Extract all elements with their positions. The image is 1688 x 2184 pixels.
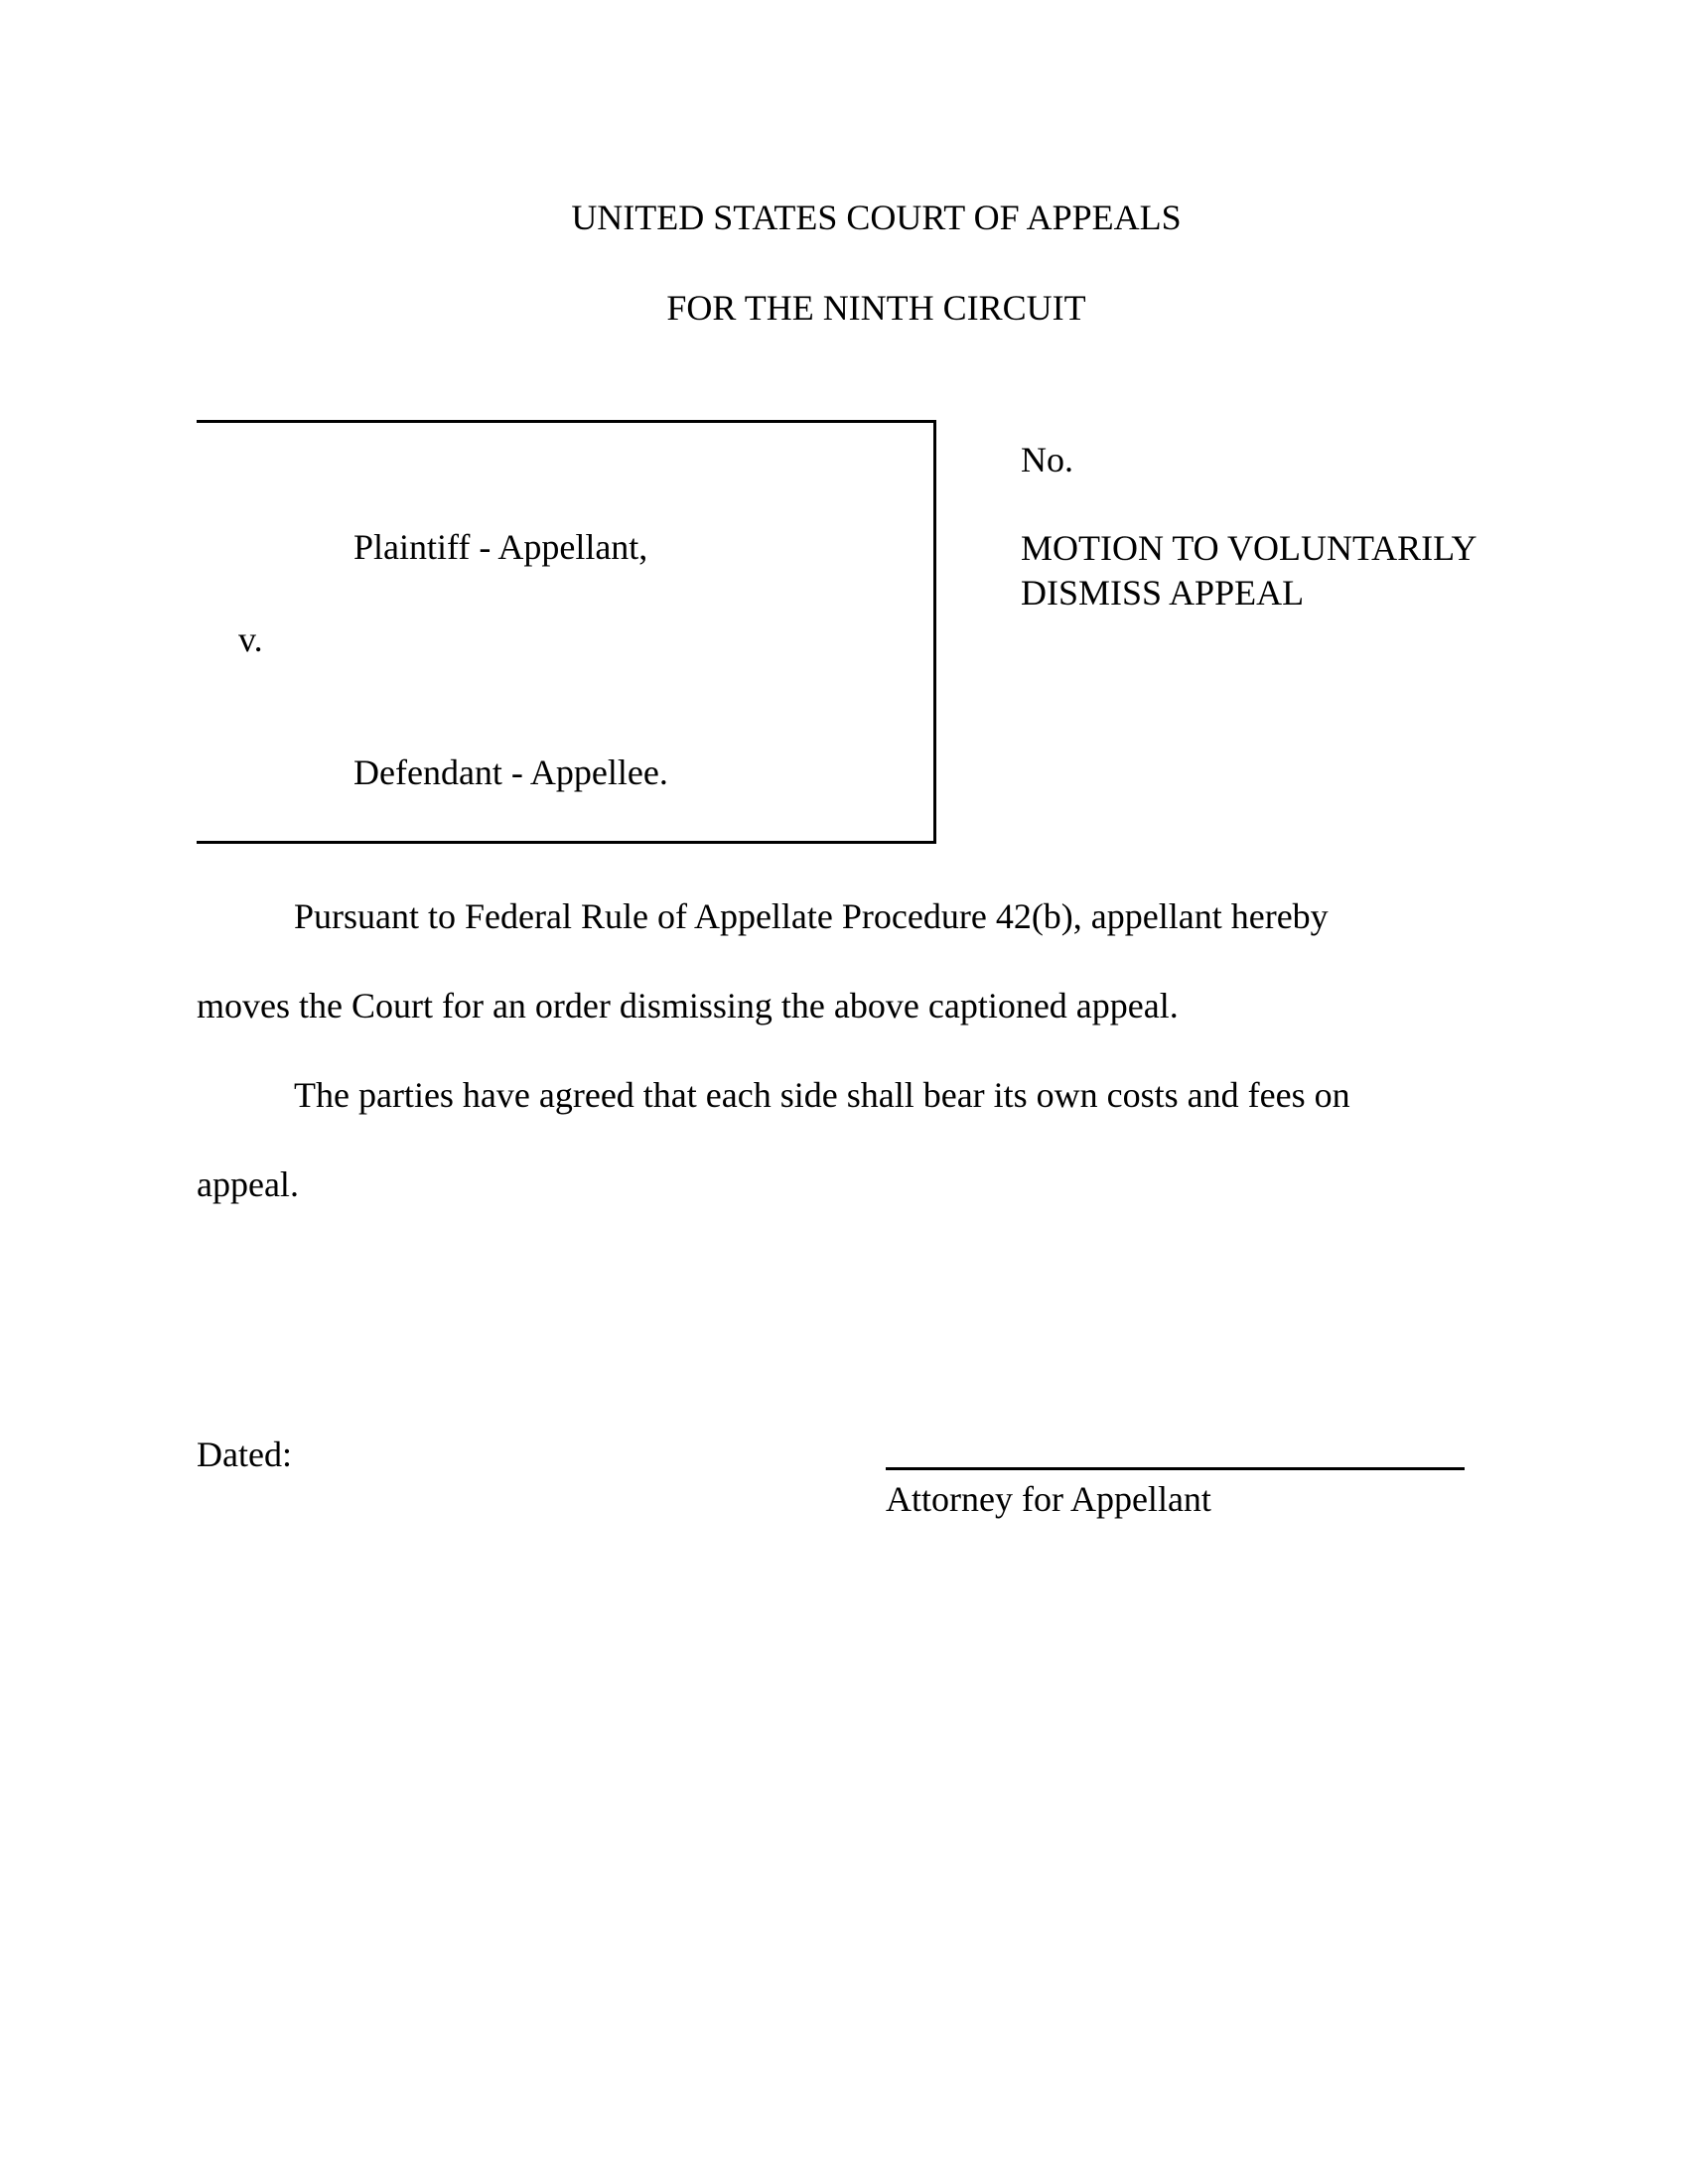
circuit-name: FOR THE NINTH CIRCUIT [666, 288, 1086, 328]
attorney-label: Attorney for Appellant [886, 1479, 1211, 1519]
court-name: UNITED STATES COURT OF APPEALS [571, 198, 1182, 237]
case-number-label: No. [1021, 440, 1073, 479]
motion-title-line2: DISMISS APPEAL [1021, 573, 1305, 613]
paragraph1-line2: moves the Court for an order dismissing the above captioned appeal. [197, 986, 1179, 1025]
dated-label: Dated: [197, 1434, 292, 1474]
signature-line [886, 1467, 1465, 1470]
defendant-label: Defendant - Appellee. [353, 752, 668, 792]
paragraph2-line1: The parties have agreed that each side shall bear its own costs and fees on [294, 1075, 1350, 1115]
motion-title-line1: MOTION TO VOLUNTARILY [1021, 528, 1477, 568]
plaintiff-label: Plaintiff - Appellant, [353, 527, 648, 567]
versus-label: v. [238, 619, 263, 659]
paragraph1-line1: Pursuant to Federal Rule of Appellate Procedure 42(b), appellant hereby [294, 896, 1329, 936]
paragraph2-line2: appeal. [197, 1164, 299, 1204]
